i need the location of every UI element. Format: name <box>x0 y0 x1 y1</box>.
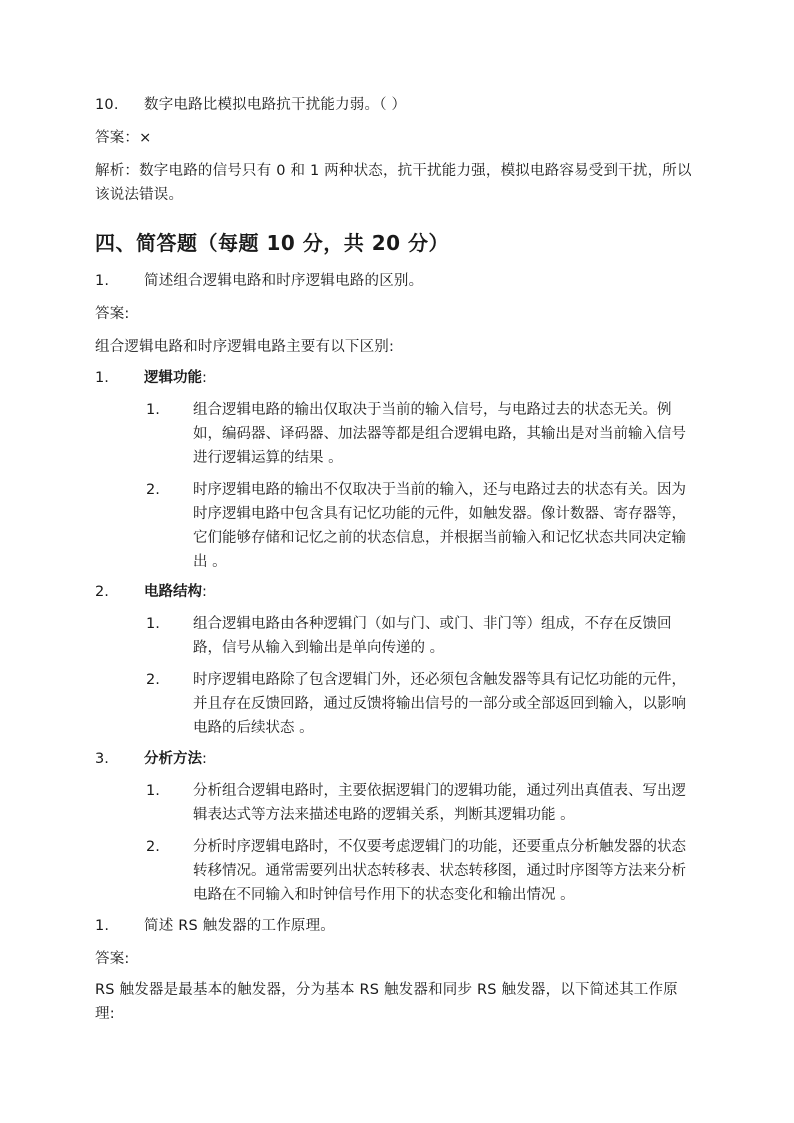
sub-item-number: 1. <box>146 402 160 418</box>
text-line: 组合逻辑电路的输出仅取决于当前的输入信号，与电路过去的状态无关。例 <box>193 402 672 418</box>
sub-item-text <box>193 478 704 574</box>
point-heading-analysis-method <box>95 747 715 771</box>
answer-intro: 组合逻辑电路和时序逻辑电路主要有以下区别: <box>95 339 395 355</box>
text-line: 进行逻辑运算的结果 。 <box>193 450 343 466</box>
sub-item-number: 2. <box>146 482 160 498</box>
point-colon: : <box>202 584 207 600</box>
text-line: 电路的后续状态 。 <box>193 720 314 736</box>
question-number: 1. <box>95 273 110 289</box>
sub-item-number: 1. <box>146 616 160 632</box>
text-line: 分析时序逻辑电路时，不仅要考虑逻辑门的功能，还要重点分析触发器的状态 <box>193 839 686 855</box>
point-title: 分析方法 <box>144 751 202 767</box>
sub-item-text <box>193 668 704 740</box>
text-line: 出 。 <box>193 554 227 570</box>
question-number: 1. <box>95 918 110 934</box>
text-line: 它们能够存储和记忆之前的状态信息，并根据当前输入和记忆状态共同决定输 <box>193 530 686 546</box>
explanation-line-2: 该说法错误。 <box>95 187 184 203</box>
sub-item-number: 1. <box>146 783 160 799</box>
sub-item-text <box>193 835 704 907</box>
section-heading: 四、简答题（每题 10 分，共 20 分） <box>95 231 450 255</box>
question-10 <box>95 93 705 117</box>
text-line: 电路在不同输入和时钟信号作用下的状态变化和输出情况 。 <box>193 887 575 903</box>
question-number: 10. <box>95 97 119 113</box>
text-line: 时序逻辑电路除了包含逻辑门外，还必须包含触发器等具有记忆功能的元件， <box>193 672 686 688</box>
sub-item-number: 2. <box>146 839 160 855</box>
sub-item-text <box>193 779 704 827</box>
point-title: 电路结构 <box>144 584 202 600</box>
text-line: 时序逻辑电路中包含具有记忆功能的元件，如触发器。像计数器、寄存器等， <box>193 506 686 522</box>
point-heading-logic-function <box>95 366 715 390</box>
text-line: 组合逻辑电路由各种逻辑门（如与门、或门、非门等）组成，不存在反馈回 <box>193 616 672 632</box>
text-line: 转移情况。通常需要列出状态转移表、状态转移图，通过时序图等方法来分析 <box>193 863 686 879</box>
text-line: 如，编码器、译码器、加法器等都是组合逻辑电路，其输出是对当前输入信号 <box>193 426 686 442</box>
point-number: 1. <box>95 370 109 386</box>
point-number: 3. <box>95 751 109 767</box>
answer-intro-line-1: RS 触发器是最基本的触发器，分为基本 RS 触发器和同步 RS 触发器，以下简述其工作原 <box>95 982 678 998</box>
text-line: 路，信号从输入到输出是单向传递的 。 <box>193 640 445 656</box>
sub-item-text <box>193 612 704 660</box>
question-text: 简述 RS 触发器的工作原理。 <box>144 918 335 934</box>
point-number: 2. <box>95 584 109 600</box>
explanation-line-1: 解析：数字电路的信号只有 0 和 1 两种状态，抗干扰能力强，模拟电路容易受到干扰，所以 <box>95 163 692 179</box>
point-heading-circuit-structure <box>95 580 715 604</box>
answer-line: 答案：× <box>95 130 152 146</box>
answer-label: 答案: <box>95 306 130 322</box>
answer-label: 答案: <box>95 951 130 967</box>
answer-intro-line-2: 理: <box>95 1006 115 1022</box>
text-line: 时序逻辑电路的输出不仅取决于当前的输入，还与电路过去的状态有关。因为 <box>193 482 686 498</box>
point-title: 逻辑功能 <box>144 370 202 386</box>
text-line: 并且存在反馈回路，通过反馈将输出信号的一部分或全部返回到输入，以影响 <box>193 696 686 712</box>
point-colon: : <box>202 370 207 386</box>
point-colon: : <box>202 751 207 767</box>
question-text: 简述组合逻辑电路和时序逻辑电路的区别。 <box>144 273 424 289</box>
question-text: 数字电路比模拟电路抗干扰能力弱。（ ） <box>144 97 407 113</box>
text-line: 辑表达式等方法来描述电路的逻辑关系，判断其逻辑功能 。 <box>193 807 575 823</box>
short-question-2 <box>95 914 705 938</box>
sub-item-number: 2. <box>146 672 160 688</box>
text-line: 分析组合逻辑电路时，主要依据逻辑门的逻辑功能，通过列出真值表、写出逻 <box>193 783 686 799</box>
sub-item-text <box>193 398 704 470</box>
short-question-1 <box>95 269 705 293</box>
